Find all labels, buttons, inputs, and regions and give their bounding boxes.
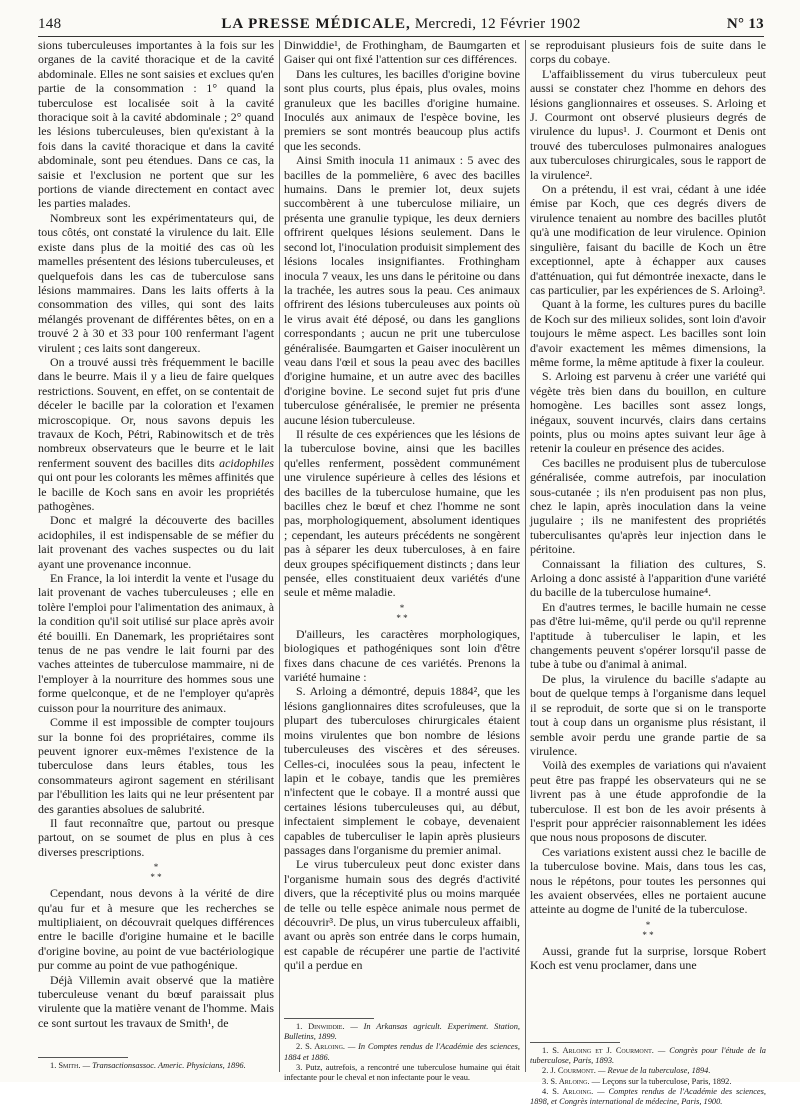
paragraph: Nombreux sont les expérimentateurs qui, de tous côtés, ont constaté la virulence du lait. Elle existe dans plus de la moitié des cas où les mamelles présentent des lésions tuberculeuses, et quelquefois dans les cas de tuberculose sans lésions mammaires. Dans les laits offerts à la consommation des villes, qui sont des laits mélangés provenant de différentes bêtes, on en a trouvé 2 à 30 et 33 pour 100 renfermant l'agent virulent ; ces laits sont dangereux. bbox=[38, 210, 274, 355]
section-break-stars: * * * bbox=[396, 602, 408, 623]
column-body bbox=[284, 38, 520, 973]
paragraph: Dans les cultures, les bacilles d'origine bovine sont plus courts, plus épais, plus ovales, moins granuleux que les bacilles d'origine humaine. Inoculés aux animaux de l'espèce bovine, les premiers se sont montrés beaucoup plus actifs que les seconds. bbox=[284, 66, 520, 153]
column-2 bbox=[284, 38, 520, 1083]
footnote: 2. S. Arloing. — In Comptes rendus de l'Académie des sciences, 1884 et 1886. bbox=[284, 1042, 520, 1062]
paragraph: Le virus tuberculeux peut donc exister dans l'organisme humain sous des degrés d'activité divers, que la réceptivité plus ou moins marquée de telle ou telle espèce animale nous permet de découvrir³. De plus, un virus tuberculeux affaibli, avant ou après son entrée dans le corps humain, est capable de récupérer une partie de l'activité qu'il a perdue en bbox=[284, 857, 520, 973]
paragraph: Aussi, grande fut la surprise, lorsque Robert Koch est venu proclamer, dans une bbox=[530, 943, 766, 973]
paragraph: Quant à la forme, les cultures pures du bacille de Koch sur des milieux solides, sont loin d'avoir toujours le même aspect. Les bacilles sont loin d'avoir exactement les mêmes dimensions, la même forme, la même aptitude à fixer la couleur. bbox=[530, 297, 766, 369]
section-break-stars: * * * bbox=[642, 919, 654, 940]
paragraph: Ainsi Smith inocula 11 animaux : 5 avec des bacilles de la pommelière, 6 avec des bacilles humains. Dans le premier lot, deux sujets succombèrent à une tuberculose miliaire, un présenta une granulie typique, les deux derniers offrirent quelques lésions seulement. Dans le second lot, l'inoculation produisit simplement des lésions locales insignifiantes. Frothingham inocula 7 veaux, les uns dans le péritoine ou dans la trachée, les autres sous la peau. Ces animaux offrirent des lésions tuberculeuses aux points où le virus avait été déposé, ou dans les ganglions correspondants ; aucun ne prit une tuberculose généralisée. Baumgarten et Gaiser inoculèrent un veau dans l'œil et sous la peau avec des bacilles d'origine humaine, et un autre avec des bacilles d'origine bovine. Le second sujet fut pris d'une tuberculose généralisée, le premier ne présenta aucune lésion tuberculeuse. bbox=[284, 153, 520, 427]
footnote: 1. Dinwiddie. — In Arkansas agricult. Experiment. Station, Bulletins, 1899. bbox=[284, 1022, 520, 1042]
paragraph: Ces bacilles ne produisent plus de tuberculose généralisée, comme autrefois, par inoculation sous-cutanée ; ils n'en produisent pas non plus, chez le lapin, après inoculation dans la veine jugulaire ; ils ne manifestent des propriétés tuberculisantes qu'après leur injection dans le péritoine. bbox=[530, 455, 766, 557]
paragraph: S. Arloing est parvenu à créer une variété qui végète très bien dans du bouillon, en culture homogène. Les bacilles sont assez longs, inégaux, souvent incurvés, clairs dans certains points, plus ou moins aptes suivant leur âge à retenir la couleur en présence des acides. bbox=[530, 369, 766, 456]
paragraph: Connaissant la filiation des cultures, S. Arloing a donc assisté à l'apparition d'une variété du bacille de la tuberculose humaine⁴. bbox=[530, 556, 766, 600]
paragraph: Voilà des exemples de variations qui n'avaient peut être pas frappé les observateurs qui ne se livrent pas à une étude approfondie de la tuberculose. Il est bon de les avoir présents à l'esprit pour apprécier raisonnablement les idées que nous nous proposons de discuter. bbox=[530, 758, 766, 845]
footnotes bbox=[530, 1042, 766, 1107]
footnotes bbox=[38, 1057, 274, 1071]
paragraph: sions tuberculeuses importantes à la fois sur les organes de la cavité thoracique et de la cavité abdominale. Elles ne sont saisies et exclues qu'en partie de la consommation : 1° quand la tuberculose est localisée soit à la cavité thoracique soit à la cavité abdominale ; 2° quand les lésions tuberculeuses, bien qu'existant à la fois dans la cavité thoracique et dans la cavité abdominale, sont peu étendues. Dans ce cas, la saisie et l'exclusion ne portent que sur les portions de viande directement en contact avec les parties malades. bbox=[38, 38, 274, 211]
column-1 bbox=[38, 38, 274, 1074]
issue-date: Mercredi, 12 Février 1902 bbox=[414, 16, 581, 32]
column-body bbox=[38, 38, 274, 1046]
paragraph: De plus, la virulence du bacille s'adapte au bout de quelque temps à l'organisme dans lequel il se reproduit, de sorte que si on le transporte tout à coup dans un organisme plus résistant, il semble avoir perdu une grande partie de sa virulence. bbox=[530, 671, 766, 758]
footnote: 3. Putz, autrefois, a rencontré une tuberculose humaine qui était infectante pour le cheval et non infectante pour le veau. bbox=[284, 1062, 520, 1083]
page-number: 148 bbox=[38, 16, 62, 32]
issue-number: N° 13 bbox=[726, 16, 764, 32]
page-header bbox=[38, 14, 764, 36]
paragraph: En d'autres termes, le bacille humain ne cesse pas d'être lui-même, qu'il perde ou qu'il reprenne l'aptitude à tuberculiser le lapin, et les changements peuvent s'opérer lorsqu'il passe de tube à tube ou d'animal à animal. bbox=[530, 599, 766, 672]
header-rule bbox=[38, 36, 764, 37]
footnote-rule bbox=[284, 1018, 374, 1019]
running-title bbox=[38, 16, 764, 33]
paragraph: L'affaiblissement du virus tuberculeux peut aussi se constater chez l'homme en dehors des lésions ganglionnaires et osseuses. S. Arloing et J. Courmont ont observé plusieurs degrés de virulence du lupus¹. J. Courmont et Denis ont trouvé des tuberculoses pulmonaires analogues aux tuberculoses chirurgicales, sous le rapport de la virulence². bbox=[530, 66, 766, 182]
italic-term: acidophiles bbox=[219, 455, 274, 470]
footnote: 4. S. Arloing. — Comptes rendus de l'Académie des sciences, 1898, et Congrès international de médecine, Paris, 1900. bbox=[530, 1086, 766, 1107]
paragraph: On a trouvé aussi très fréquemment le bacille dans le beurre. Mais il y a lieu de faire quelques restrictions. Souvent, en effet, on se contentait de déceler le bacille par la coloration et l'examen microscopique. Or, nous savons depuis les travaux de Koch, Pétri, Rabinowitsch et de très nombreux observateurs que le beurre et le lait renferment souvent des bacilles dits acidophiles qui ont pour les colorants les mêmes affinités que le bacille de Koch sans en avoir les propriétés pathogènes. bbox=[38, 354, 274, 513]
footnote: 2. J. Courmont. — Revue de la tuberculose, 1894. bbox=[542, 1066, 711, 1076]
paragraph: Donc et malgré la découverte des bacilles acidophiles, il est indispensable de se méfier du lait provenant des vaches suspectes ou du lait ayant une provenance inconnue. bbox=[38, 513, 274, 571]
paragraph: Déjà Villemin avait observé que la matière tuberculeuse venant du bœuf paraissait plus virulente que la matière venant de l'homme. Mais ce sont surtout les travaux de Smith¹, de bbox=[38, 972, 274, 1030]
paragraph: Il résulte de ces expériences que les lésions de la tuberculose bovine, ainsi que les bacilles qu'elles renferment, possèdent communément une virulence supérieure à celles des lésions et des bacilles de la tuberculose humaine, que les bacilles chez le bœuf et chez l'homme ne sont pas, morphologiquement, absolument identiques ; cependant, les auteurs précédents ne songèrent pas à séparer les deux tuberculoses, à en faire deux groupes spécifiquement distincts ; dans leur pensée, elles constituaient deux variétés d'une seule et même maladie. bbox=[284, 426, 520, 600]
footnote: 1. Smith. — Transactionsassoc. Americ. Physicians, 1896. bbox=[50, 1061, 246, 1070]
journal-name: LA PRESSE MÉDICALE, bbox=[221, 16, 411, 32]
column-3 bbox=[530, 38, 766, 1107]
footnote: 3. S. Arloing. — Leçons sur la tuberculose, Paris, 1892. bbox=[542, 1076, 732, 1086]
section-break-stars: * * * bbox=[150, 862, 162, 883]
paragraph: S. Arloing a démontré, depuis 1884², que les lésions ganglionnaires dites scrofuleuses, que la plupart des tuberculoses chirurgicales étaient moins virulentes que bon nombre de lésions tuberculeuses des viscères et des séreuses. Celles-ci, inoculées sous la peau, infectent le lapin et le cobaye, tandis que les premières n'infectent que le cobaye. Il a montré aussi que certaines lésions tuberculeuses qui, au début, infectaient simplement le cobaye, devenaient capables de tuberculiser le lapin après plusieurs passages dans l'organisme du premier animal. bbox=[284, 684, 520, 857]
footnote-rule bbox=[530, 1042, 620, 1043]
paragraph: D'ailleurs, les caractères morphologiques, biologiques et pathogéniques sont loin d'être fixes dans chacune de ces variétés. Prenons la variété humaine : bbox=[284, 626, 520, 685]
paragraph: Ces variations existent aussi chez le bacille de la tuberculose bovine. Mais, dans tous les cas, nous le répétons, pour toutes les personnes qui les avaient observées, elles ne portaient aucune atteinte au dogme de l'unité de la tuberculose. bbox=[530, 844, 766, 917]
footnotes bbox=[284, 1018, 520, 1083]
column-body bbox=[530, 38, 766, 982]
column-divider bbox=[279, 40, 280, 1072]
paragraph: Cependant, nous devons à la vérité de dire qu'au fur et à mesure que les recherches se multipliaient, on découvrait quelques différences entre le bacille d'origine humaine et le bacille d'origine bovine, au point de vue bactériologique pur comme au point de vue pathogénique. bbox=[38, 886, 274, 973]
paragraph: En France, la loi interdit la vente et l'usage du lait provenant de vaches tuberculeuses ; elle en tolère l'emploi pour l'alimentation des animaux, à la condition qu'il soit utilisé sur place après avoir été bouilli. En Danemark, les propriétaires sont tenus de ne pas vendre le lait fourni par des vaches atteintes de tuberculose mammaire, ni de l'employer à la nourriture des hommes sous une forme quelconque, et de ne l'employer qu'après cuisson pour la nourriture des animaux. bbox=[38, 571, 274, 715]
footnote-rule bbox=[38, 1057, 128, 1058]
column-divider bbox=[525, 40, 526, 1072]
paragraph: Comme il est impossible de compter toujours sur la bonne foi des propriétaires, comme ils peuvent ignorer eux-mêmes l'existence de la tuberculose dans leurs étables, tous les consommateurs agiront sagement en stérilisant par l'ébullition les laits qui ne leur présentent par des garanties absolues de salubrité. bbox=[38, 715, 274, 816]
paragraph: Dinwiddie¹, de Frothingham, de Baumgarten et Gaiser qui ont fixé l'attention sur ces différences. bbox=[284, 38, 520, 67]
paragraph: On a prétendu, il est vrai, cédant à une idée émise par Koch, que ces degrés divers de virulence tenaient au nombre des bacilles plutôt qu'à une modification de leur virulence. Opinion singulière, faisant du bacille de Koch un être exceptionnel, apte à échapper aux causes d'atténuation, qui fut démontrée inexacte, dans le cas particulier, par les expériences de S. Arloing³. bbox=[530, 182, 766, 297]
footnote: 1. S. Arloing et J. Courmont. — Congrès pour l'étude de la tuberculose, Paris, 1893. bbox=[530, 1046, 766, 1066]
paragraph: Il faut reconnaître que, partout ou presque partout, on se soumet de plus en plus à ces diverses prescriptions. bbox=[38, 815, 274, 859]
paragraph: se reproduisant plusieurs fois de suite dans le corps du cobaye. bbox=[530, 38, 766, 67]
